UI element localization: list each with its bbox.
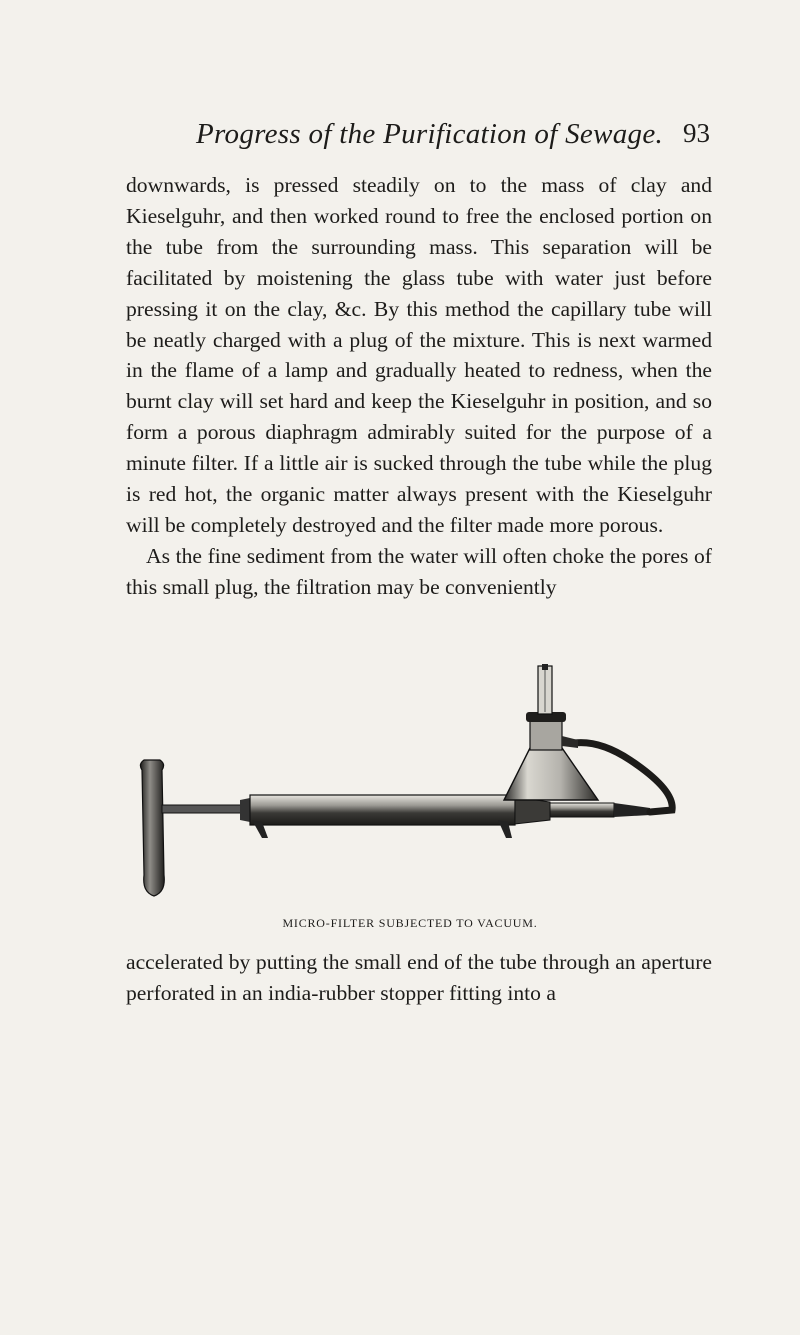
figure-micro-filter: [130, 660, 690, 930]
running-title: Progress of the Purification of Sewage.: [196, 118, 664, 150]
running-head: [196, 118, 710, 158]
flask: [504, 712, 598, 800]
capillary-tube: [538, 664, 552, 714]
figure-caption: MICRO-FILTER SUBJECTED TO VACUUM.: [282, 916, 538, 930]
pump-handle: [140, 760, 246, 896]
micro-filter-illustration: [130, 660, 690, 920]
paragraph: downwards, is pressed steadily on to the mass of clay and Kieselguhr, and then worked round to free the enclosed portion on the tube from the surrounding mass. This separation will be facilitated by moistening the glass tube with water just before pressing it on the clay, &c. By this method the capillary tube will be neatly charged with a plug of the mixture. This is next warmed in the flame of a lamp and gradually heated to redness, when the burnt clay will set hard and keep the Kieselguhr in position, and so form a porous diaphragm admirably suited for the purpose of a minute filter. If a little air is sucked through the tube while the plug is red hot, the organic matter always present with the Kieselguhr will be completely destroyed and the filter made more porous.: [126, 173, 712, 537]
paragraph: As the fine sediment from the water will often choke the pores of this small plug, the filtration may be conveniently: [126, 543, 712, 599]
paragraph: accelerated by putting the small end of the tube through an aperture perforated in an india-rubber stopper fitting into a: [126, 950, 712, 1005]
page-number: 93: [683, 118, 710, 148]
body-text-bottom: [126, 947, 712, 1009]
rubber-tube: [574, 743, 672, 812]
body-text-top: [126, 170, 712, 603]
pump-barrel: [240, 795, 650, 838]
